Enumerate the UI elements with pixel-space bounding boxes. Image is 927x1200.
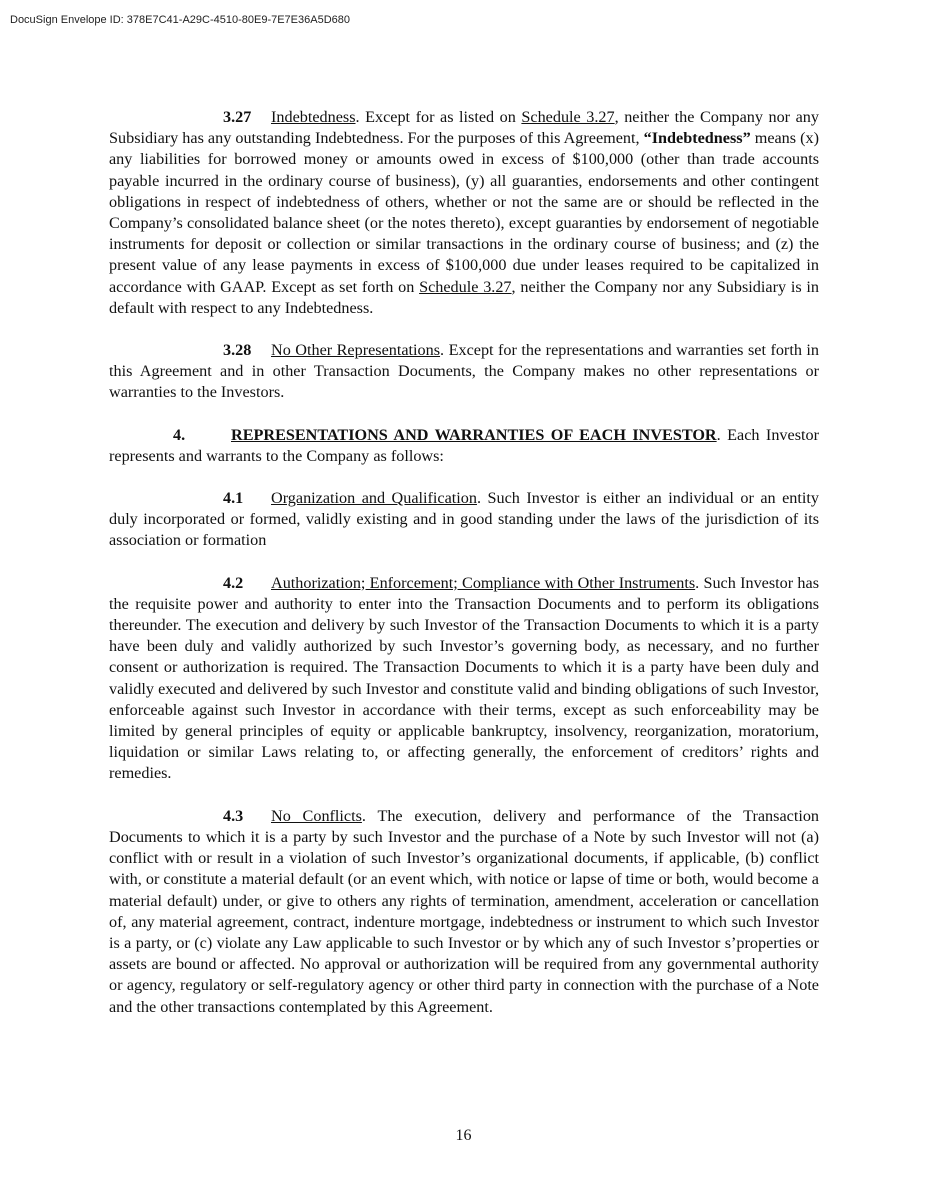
section-title: Indebtedness: [271, 108, 356, 126]
section-title: Authorization; Enforcement; Compliance with Other Instruments: [271, 573, 696, 592]
section-4-heading: 4. REPRESENTATIONS AND WARRANTIES OF EACH INVESTOR. Each Investor represents and warrants to the Company as follows:: [109, 425, 819, 465]
section-number: 4.3: [223, 806, 244, 825]
section-4-3: 4.3 No Conflicts. The execution, delivery and performance of the Transaction Documents to which it is a party by such Investor and the purchase of a Note by such Investor will not (a) conflict with or result in a violation of such Investor’s organizational documents, if applicable, (b) conflict with, or constitute a material default (or an event which, with notice or lapse of time or both, would become a material default) under, or give to others any rights of termination, amendment, acceleration or cancellation of, any material agreement, contract, indenture mortgage, indebtedness or instrument to which such Investor is a party, or (c) violate any Law applicable to such Investor or by which any of such Investor s’properties or assets are bound or affected. No approval or authorization will be required from any governmental authority or agency, regulatory or self-regulatory agency or other third party in connection with the purchase of a Note and the other transactions contemplated by this Agreement.: [109, 806, 820, 1016]
section-number: 4.: [173, 425, 186, 444]
defined-term: “Indebtedness”: [643, 129, 751, 148]
docusign-envelope-id: DocuSign Envelope ID: 378E7C41-A29C-4510-80E9-7E7E36A5D680: [10, 14, 351, 26]
section-3-27: 3.27 Indebtedness. Except for as listed on Schedule 3.27, neither the Company nor any Subsidiary has any outstanding Indebtedness. For the purposes of this Agreement, “Indebtedness” means (x) any liabilities for borrowed money or amounts owed in excess of $100,000 (other than trade accounts payable incurred in the ordinary course of business), (y) all guaranties, endorsements and other contingent obligations in respect of indebtedness of others, whether or not the same are or should be reflected in the Company’s consolidated balance sheet (or the notes thereto), except guaranties by endorsement of negotiable instruments for deposit or collection or similar transactions in the ordinary course of business; and (z) the present value of any lease payments in excess of $100,000 due under leases required to be capitalized in accordance with GAAP. Except as set forth on Schedule 3.27, neither the Company nor any Subsidiary is in default with respect to any Indebtedness.: [109, 108, 820, 317]
schedule-reference: Schedule 3.27: [419, 277, 512, 296]
section-4-2: 4.2 Authorization; Enforcement; Compliance with Other Instruments. Such Investor has the requisite power and authority to enter into the Transaction Documents and to perform its obligations thereunder. The execution and delivery by such Investor of the Transaction Documents to which it is a party have been duly and validly authorized by such Investor’s governing body, as necessary, and no further consent or authorization is required. The Transaction Documents to which it is a party have been duly and validly executed and delivered by such Investor and constitute valid and binding obligations of such Investor, enforceable against such Investor in accordance with their terms, except as such enforceability may be limited by general principles of equity or applicable bankruptcy, insolvency, reorganization, moratorium, liquidation or similar Laws relating to, or affecting generally, the enforcement of creditors’ rights and remedies.: [109, 573, 819, 783]
page-number: 16: [455, 1127, 472, 1144]
section-title: No Conflicts: [271, 806, 362, 825]
schedule-reference: Schedule 3.27: [521, 108, 615, 126]
document-body: [109, 107, 819, 1039]
section-number: 3.27: [223, 108, 252, 126]
section-number: 4.1: [223, 489, 244, 508]
section-number: 4.2: [223, 573, 244, 592]
section-title: REPRESENTATIONS AND WARRANTIES OF EACH INVESTOR: [231, 425, 717, 444]
section-title: Organization and Qualification: [271, 489, 477, 508]
section-3-28: 3.28 No Other Representations. Except for the representations and warranties set forth in this Agreement and in other Transaction Documents, the Company makes no other representations or warranties to the Investors.: [109, 341, 819, 402]
section-title: No Other Representations: [271, 341, 441, 360]
section-4-1: 4.1 Organization and Qualification. Such Investor is either an individual or an entity duly incorporated or formed, validly existing and in good standing under the laws of the jurisdiction of its association or formation: [109, 489, 819, 550]
section-number: 3.28: [223, 341, 252, 360]
